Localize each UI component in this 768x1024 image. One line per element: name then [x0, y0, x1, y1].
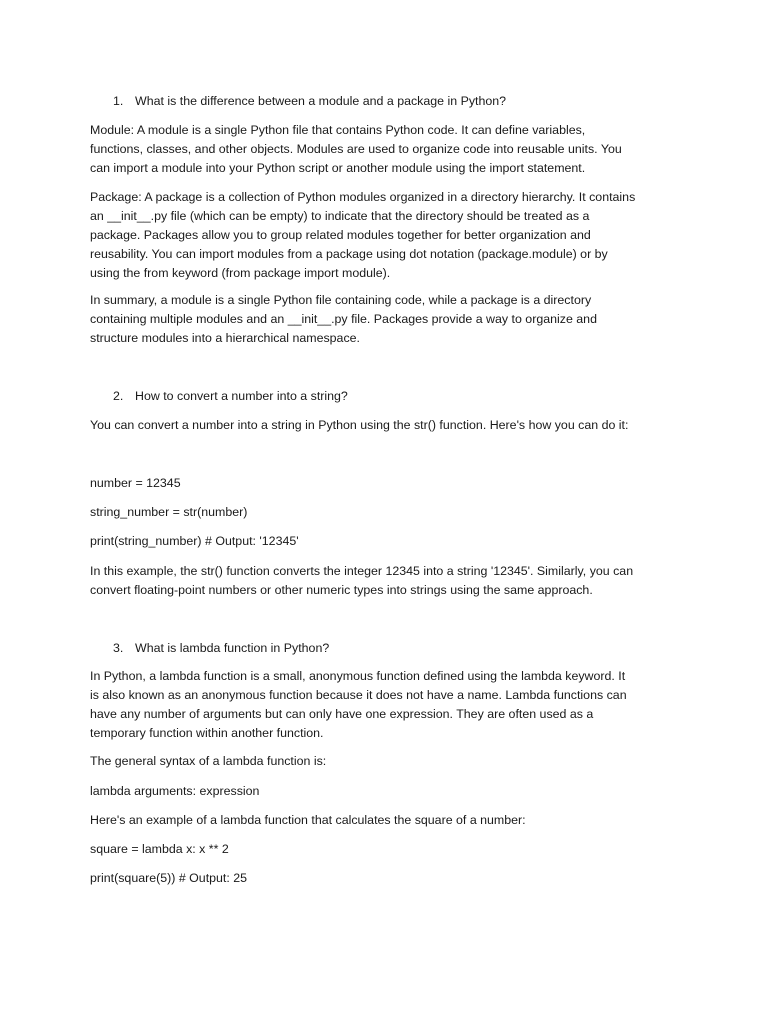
paragraph-summary: [90, 291, 678, 348]
text-line: Here's an example of a lambda function that calculates the square of a number:: [90, 813, 526, 827]
text-line: functions, classes, and other objects. Modules are used to organize code into reusable units. You: [90, 142, 622, 156]
text-line: string_number = str(number): [90, 505, 248, 519]
text-line: containing multiple modules and an __init__.py file. Packages provide a way to organize and: [90, 312, 597, 326]
text-line: In this example, the str() function converts the integer 12345 into a string '12345'. Similarly, you can: [90, 564, 634, 578]
question-heading-3: [113, 640, 329, 656]
question-number: 2.: [113, 389, 124, 403]
paragraph-str-explanation: [90, 562, 678, 600]
question-text: What is lambda function in Python?: [135, 641, 330, 655]
paragraph-lambda-example-intro: [90, 811, 678, 830]
paragraph-lambda-definition: [90, 667, 678, 743]
code-line-print-square: [90, 869, 678, 888]
question-heading-2: [113, 388, 348, 404]
text-line: number = 12345: [90, 476, 181, 490]
paragraph-str-intro: [90, 416, 678, 435]
question-number: 3.: [113, 641, 124, 655]
paragraph-module-definition: [90, 121, 678, 178]
code-line-string-number: [90, 503, 678, 522]
text-line: lambda arguments: expression: [90, 784, 260, 798]
text-line: The general syntax of a lambda function is:: [90, 754, 327, 768]
code-line-print: [90, 532, 678, 551]
paragraph-package-definition: [90, 188, 678, 283]
text-line: is also known as an anonymous function because it does not have a name. Lambda functions can: [90, 688, 627, 702]
question-text: What is the difference between a module and a package in Python?: [135, 94, 507, 108]
text-line: package. Packages allow you to group related modules together for better organization and: [90, 228, 591, 242]
text-line: In Python, a lambda function is a small, anonymous function defined using the lambda keyword. It: [90, 669, 626, 683]
code-line-lambda-syntax: [90, 782, 678, 801]
text-line: Package: A package is a collection of Python modules organized in a directory hierarchy. It contains: [90, 190, 636, 204]
question-heading-1: [113, 93, 506, 109]
text-line: Module: A module is a single Python file that contains Python code. It can define variables,: [90, 123, 586, 137]
text-line: structure modules into a hierarchical namespace.: [90, 331, 360, 345]
code-line-number: [90, 474, 678, 493]
text-line: reusability. You can import modules from a package using dot notation (package.module) or by: [90, 247, 608, 261]
text-line: You can convert a number into a string in Python using the str() function. Here's how you can do it:: [90, 418, 629, 432]
text-line: using the from keyword (from package import module).: [90, 266, 391, 280]
question-text: How to convert a number into a string?: [135, 389, 348, 403]
text-line: can import a module into your Python script or another module using the import statement.: [90, 161, 586, 175]
question-number: 1.: [113, 94, 124, 108]
text-line: an __init__.py file (which can be empty) to indicate that the directory should be treated as a: [90, 209, 590, 223]
code-line-square: [90, 840, 678, 859]
paragraph-lambda-syntax-intro: [90, 752, 678, 771]
text-line: temporary function within another function.: [90, 726, 324, 740]
text-line: In summary, a module is a single Python file containing code, while a package is a directory: [90, 293, 592, 307]
text-line: have any number of arguments but can only have one expression. They are often used as a: [90, 707, 594, 721]
text-line: print(square(5)) # Output: 25: [90, 871, 248, 885]
text-line: print(string_number) # Output: '12345': [90, 534, 299, 548]
text-line: square = lambda x: x ** 2: [90, 842, 229, 856]
text-line: convert floating-point numbers or other numeric types into strings using the same approach.: [90, 583, 593, 597]
